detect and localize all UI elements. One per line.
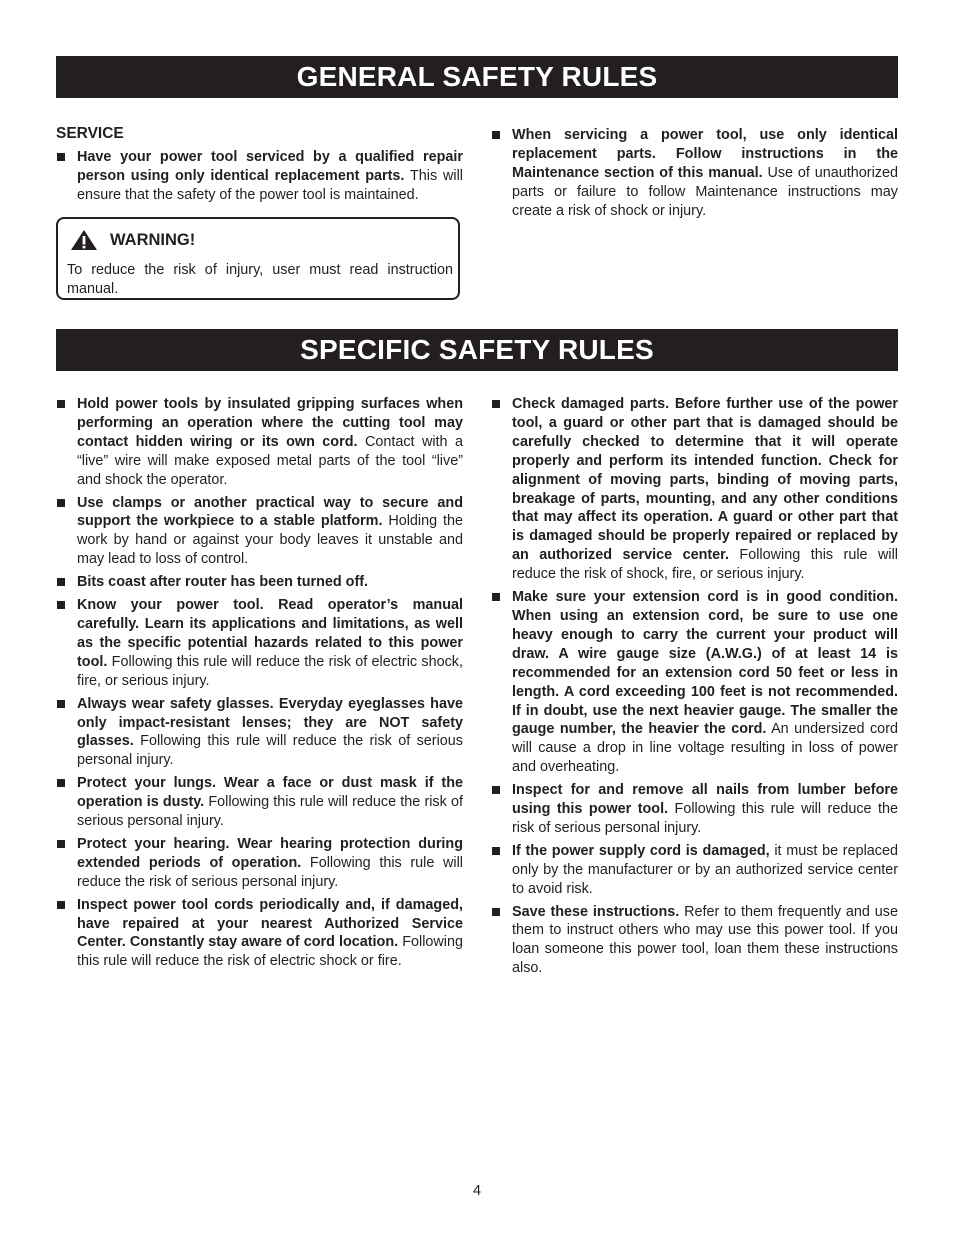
rule-bold-text: If the power supply cord is damaged, (512, 842, 770, 859)
rule-item (56, 573, 463, 592)
rule-text: An undersized cord will cause a drop in line voltage resulting in loss of power and overheating. (512, 721, 898, 776)
rule-text: Following this rule will reduce the risk of serious personal injury. (77, 854, 464, 890)
rule-text: Following this rule will reduce the risk of serious personal injury. (77, 733, 463, 769)
square-bullet-icon (492, 593, 500, 601)
rule-bold-text: Hold power tools by insulated gripping surfaces when performing an operation where the cutting tool may contact hidden wiring or its own cord. (77, 396, 463, 450)
service-heading: SERVICE (56, 125, 124, 142)
rule-text: Contact with a “live” wire will make exposed metal parts of the tool “live” and shock the operator. (77, 433, 464, 488)
rule-bold-text: Inspect power tool cords periodically and, if damaged, have repaired at your nearest Authorized Service Center. Constantly stay aware of cord location. (77, 896, 463, 951)
rule-bold-text: Bits coast after router has been turned off. (77, 574, 369, 591)
rule-bold-text: Inspect for and remove all nails from lumber before using this power tool. (512, 782, 898, 818)
rule-bold-text: When servicing a power tool, use only identical replacement parts. Follow instructions in the Maintenance section of this manual. (512, 127, 898, 181)
rule-item (56, 596, 463, 691)
square-bullet-icon (57, 153, 65, 161)
rule-item (491, 842, 898, 899)
rule-bold-text: Have your power tool serviced by a qualified repair person using only identical replacement parts. (77, 148, 463, 184)
rule-item (491, 903, 898, 979)
rule-item (491, 126, 898, 221)
warning-box (56, 217, 460, 300)
rule-bold-text: Protect your lungs. Wear a face or dust mask if the operation is dusty. (77, 775, 463, 811)
rule-item (491, 395, 898, 584)
rule-item (56, 835, 463, 892)
square-bullet-icon (492, 847, 500, 855)
rule-bold-text: Use clamps or another practical way to secure and support the workpiece to a stable platform. (77, 494, 463, 530)
square-bullet-icon (492, 131, 500, 139)
rule-item (491, 781, 898, 838)
rule-text: Following this rule will reduce the risk of electric shock, fire, or serious injury. (77, 653, 463, 689)
general-left-column (56, 125, 463, 209)
rule-text: Following this rule will reduce the risk of serious personal injury. (77, 794, 463, 830)
square-bullet-icon (57, 578, 65, 586)
rule-bold-text: Save these instructions. (512, 903, 680, 920)
rule-text: Holding the work by hand or against your body leaves it unstable and may lead to loss of control. (77, 513, 463, 568)
rule-item (56, 395, 463, 490)
rule-item (56, 695, 463, 771)
warning-title: WARNING! (110, 230, 196, 249)
warning-header (70, 229, 195, 251)
rule-item (56, 494, 463, 570)
rule-bold-text: Check damaged parts. Before further use of the power tool, a guard or other part that is damaged should be carefully checked to determine that it will operate properly and perform its intended function. Check for alignment of moving parts, binding of moving parts, breakage of parts, mounting, and any other conditions that may affect its operation. A guard or other part that is damaged should be properly repaired or replaced by an authorized service center. (512, 396, 898, 564)
square-bullet-icon (57, 601, 65, 609)
square-bullet-icon (492, 400, 500, 408)
general-left-rules (56, 148, 463, 205)
specific-right-rules (491, 395, 898, 978)
rule-bold-text: Know your power tool. Read operator’s manual carefully. Learn its applications and limitations, as well as the specific potential hazards related to this power tool. (77, 597, 463, 670)
square-bullet-icon (57, 779, 65, 787)
rule-text: Following this rule will reduce the risk of shock, fire, or serious injury. (512, 547, 898, 583)
rule-text: Following this rule will reduce the risk of electric shock or fire. (77, 934, 463, 970)
square-bullet-icon (57, 700, 65, 708)
rule-text: Use of unauthorized parts or failure to follow Maintenance instructions may create a risk of shock or injury. (512, 164, 898, 219)
warning-text: To reduce the risk of injury, user must read instruction manual. (67, 262, 453, 297)
general-right-column (491, 126, 898, 225)
rule-text: This will ensure that the safety of the power tool is maintained. (77, 167, 463, 203)
square-bullet-icon (57, 840, 65, 848)
warning-triangle-icon (70, 229, 98, 251)
rule-bold-text: Make sure your extension cord is in good condition. When using an extension cord, be sure to use one heavy enough to carry the current your product will draw. A wire gauge size (A.W.G.) of at least 14 is recommended for an extension cord 50 feet or less in length. A cord exceeding 100 feet is not recommended. If in doubt, use the next heavier gauge. The smaller the gauge number, the heavier the cord. (512, 589, 898, 738)
specific-left-rules (56, 395, 463, 971)
square-bullet-icon (492, 786, 500, 794)
specific-left-column (56, 395, 463, 975)
specific-safety-rules-banner: SPECIFIC SAFETY RULES (56, 329, 898, 371)
square-bullet-icon (57, 901, 65, 909)
square-bullet-icon (57, 400, 65, 408)
rule-bold-text: Always wear safety glasses. Everyday eyeglasses have only impact-resistant lenses; they are NOT safety glasses. (77, 695, 463, 750)
rule-text: it must be replaced only by the manufacturer or by an authorized service center to avoid risk. (512, 842, 898, 897)
rule-item (56, 148, 463, 205)
rule-text: Following this rule will reduce the risk of serious personal injury. (512, 801, 898, 836)
specific-right-column (491, 395, 898, 982)
general-safety-rules-banner: GENERAL SAFETY RULES (56, 56, 898, 98)
square-bullet-icon (492, 908, 500, 916)
rule-item (56, 896, 463, 972)
rule-text: Refer to them frequently and use them to instruct others who may use this power tool. If you loan someone this power tool, loan them these instructions also. (512, 903, 898, 977)
general-right-rules (491, 126, 898, 221)
square-bullet-icon (57, 499, 65, 507)
rule-item (491, 588, 898, 777)
page-number: 4 (472, 1183, 481, 1199)
rule-item (56, 774, 463, 831)
rule-bold-text: Protect your hearing. Wear hearing protection during extended periods of operation. (77, 835, 463, 871)
